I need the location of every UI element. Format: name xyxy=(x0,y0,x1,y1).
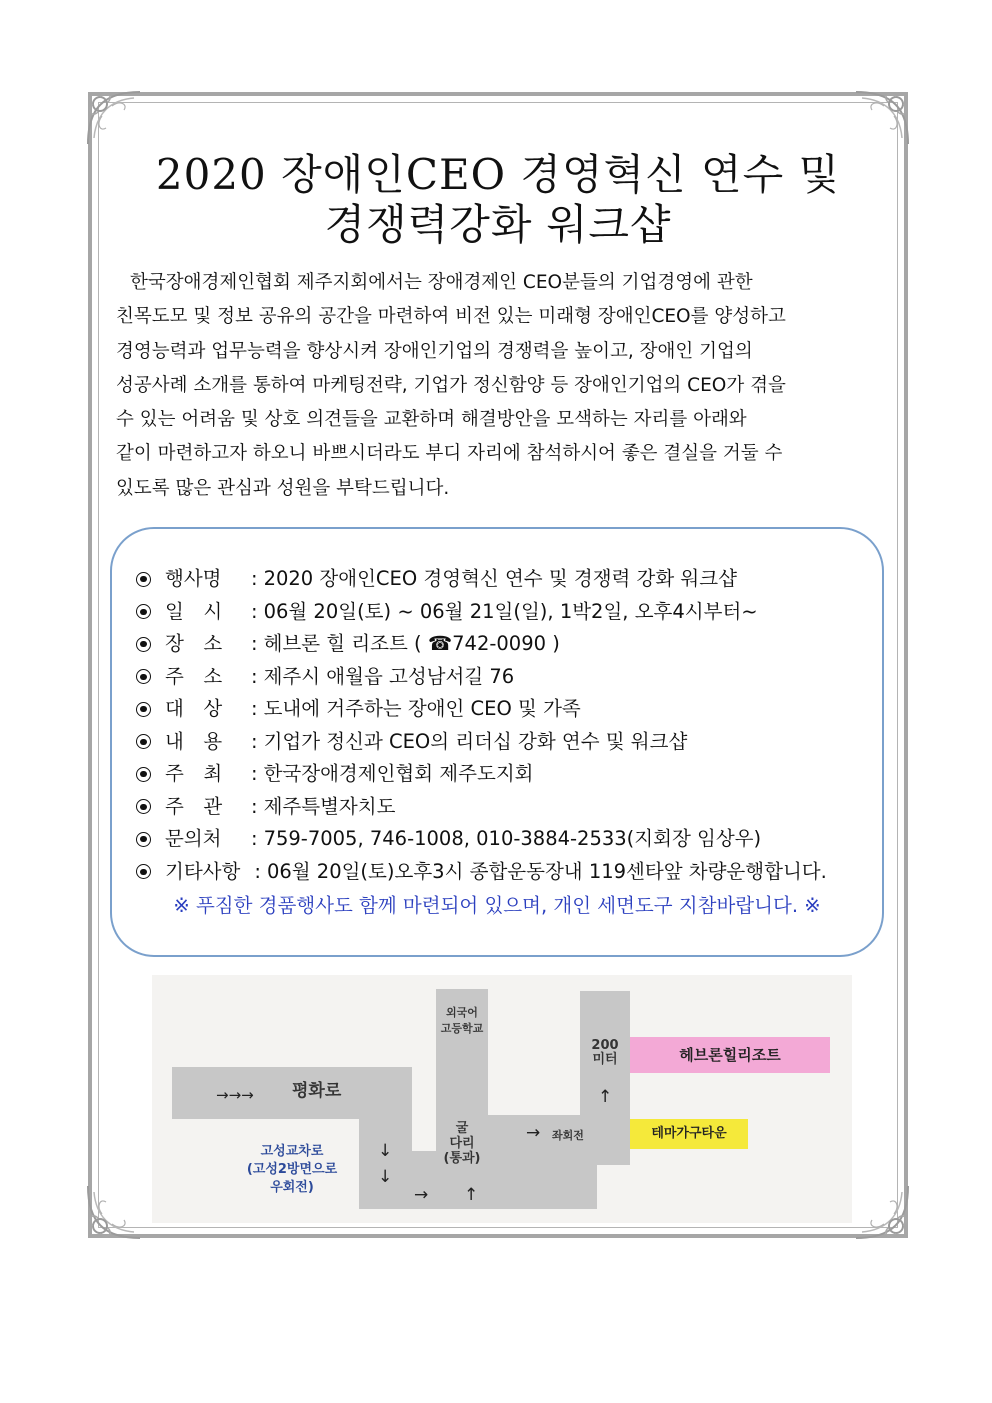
arrow-up-icon: ↑ xyxy=(464,1185,479,1205)
intro-line: 친목도모 및 정보 공유의 공간을 마련하여 비전 있는 미래형 장애인CEO를 양성하고 xyxy=(116,306,786,328)
info-row-address: 주 소 : 제주시 애월읍 고성남서길 76 xyxy=(136,661,856,694)
arrow-right-icon: → xyxy=(414,1185,429,1205)
intro-line: 수 있는 어려움 및 상호 의견들을 교환하며 해결방안을 모색하는 자리를 아래와 xyxy=(116,409,747,431)
map-road xyxy=(580,991,630,1165)
intro-line: 같이 마련하고자 하오니 바쁘시더라도 부디 자리에 참석하시어 좋은 결실을 거둘 수 xyxy=(116,443,783,465)
info-value: 기업가 정신과 CEO의 리더십 강화 연수 및 워크샵 xyxy=(263,729,688,753)
map-label-distance: 200 미터 xyxy=(591,1038,619,1067)
info-row-host: 주 최 : 한국장애경제인협회 제주도지회 xyxy=(136,758,856,791)
arrow-down-icon: ↓ xyxy=(378,1167,393,1187)
bullet-icon xyxy=(136,702,151,717)
info-label: 장 소 xyxy=(165,632,223,655)
map-label-pyeonghwaro: 평화로 xyxy=(292,1081,342,1101)
info-value: 2020 장애인CEO 경영혁신 연수 및 경쟁력 강화 워크샵 xyxy=(263,567,737,590)
info-value: 한국장애경제인협회 제주도지회 xyxy=(263,762,534,785)
map-arrows-right: →→→ xyxy=(216,1086,254,1104)
intro-line: 성공사례 소개를 통하여 마케팅전략, 기업가 정신함양 등 장애인기업의 CEO가 겪을 xyxy=(116,374,786,396)
bullet-icon xyxy=(136,637,151,652)
bullet-icon xyxy=(136,832,151,847)
map-label-left-turn: 좌회전 xyxy=(552,1129,584,1142)
bullet-icon xyxy=(136,767,151,782)
page-title xyxy=(110,150,886,250)
intro-line: 경영능력과 업무능력을 향상시켜 장애인기업의 경쟁력을 높이고, 장애인 기업의 xyxy=(116,340,753,362)
corner-ornament-icon xyxy=(852,1182,912,1242)
info-label: 내 용 xyxy=(165,729,223,753)
event-info-list xyxy=(136,563,856,888)
intro-line: 있도록 많은 관심과 성원을 부탁드립니다. xyxy=(116,477,450,499)
corner-ornament-icon xyxy=(852,88,912,148)
info-value: 06월 20일(토) ~ 06월 21일(일), 1박2일, 오후4시부터~ xyxy=(263,599,758,623)
info-row-etc: 기타사항 : 06월 20일(토)오후3시 종합운동장내 119센타앞 차량운행합니다. xyxy=(136,856,856,889)
info-value: 759-7005, 746-1008, 010-3884-2533(지회장 임상우) xyxy=(263,827,762,850)
info-label: 행사명 xyxy=(165,567,222,590)
arrow-up-icon: ↑ xyxy=(598,1087,613,1107)
info-value: 제주시 애월읍 고성남서길 76 xyxy=(263,664,515,688)
info-row-content: 내 용 : 기업가 정신과 CEO의 리더십 강화 연수 및 워크샵 xyxy=(136,726,856,759)
notice-text: ※ 푸짐한 경품행사도 함께 마련되어 있으며, 개인 세면도구 지참바랍니다. ※ xyxy=(173,894,821,917)
info-value: 제주특별자치도 xyxy=(263,794,396,818)
info-label: 주 소 xyxy=(165,664,223,688)
info-row-date: 일 시 : 06월 20일(토) ~ 06월 21일(일), 1박2일, 오후4시부터~ xyxy=(136,596,856,629)
bullet-icon xyxy=(136,604,151,619)
bullet-icon xyxy=(136,799,151,814)
bullet-icon xyxy=(136,669,151,684)
map-sign-tema: 테마가구타운 xyxy=(630,1119,748,1149)
title-line-2: 경쟁력강화 워크샵 xyxy=(324,200,672,249)
info-label: 대 상 xyxy=(165,697,223,720)
info-row-event-name: 행사명 : 2020 장애인CEO 경영혁신 연수 및 경쟁력 강화 워크샵 xyxy=(136,563,856,596)
info-label: 문의처 xyxy=(165,827,222,850)
bullet-icon xyxy=(136,734,151,749)
map-label-school: 외국어 고등학교 xyxy=(440,1006,484,1035)
info-value: 도내에 거주하는 장애인 CEO 및 가족 xyxy=(263,697,581,720)
info-value: 06월 20일(토)오후3시 종합운동장내 119센타앞 차량운행합니다. xyxy=(266,859,827,883)
info-label: 주 최 xyxy=(165,762,223,785)
info-row-contact: 문의처 : 759-7005, 746-1008, 010-3884-2533(지회장 임상우) xyxy=(136,823,856,856)
info-row-venue: 장 소 : 헤브론 힐 리조트 ( ☎742-0090 ) xyxy=(136,628,856,661)
info-value: 헤브론 힐 리조트 ( ☎742-0090 ) xyxy=(263,632,560,655)
arrow-right-icon: → xyxy=(526,1123,541,1143)
info-row-organizer: 주 관 : 제주특별자치도 xyxy=(136,791,856,824)
corner-ornament-icon xyxy=(84,88,144,148)
bullet-icon xyxy=(136,864,151,879)
title-line-1: 2020 장애인CEO 경영혁신 연수 및 xyxy=(155,150,841,199)
info-label: 주 관 xyxy=(165,794,223,818)
corner-ornament-icon xyxy=(84,1182,144,1242)
map-label-bridge: 굴 다리 (통과) xyxy=(443,1121,481,1166)
info-row-target: 대 상 : 도내에 거주하는 장애인 CEO 및 가족 xyxy=(136,693,856,726)
info-label: 기타사항 xyxy=(165,859,241,883)
map-label-gosung: 고성교차로 (고성2방면으로 우회전) xyxy=(246,1144,338,1195)
bullet-icon xyxy=(136,572,151,587)
intro-paragraph xyxy=(116,266,878,506)
info-label: 일 시 xyxy=(165,599,223,623)
arrow-down-icon: ↓ xyxy=(378,1141,393,1161)
intro-line: 한국장애경제인협회 제주지회에서는 장애경제인 CEO분들의 기업경영에 관한 xyxy=(130,272,753,293)
map-sign-hebron: 헤브론힐리조트 xyxy=(630,1037,830,1073)
location-map xyxy=(152,975,852,1223)
